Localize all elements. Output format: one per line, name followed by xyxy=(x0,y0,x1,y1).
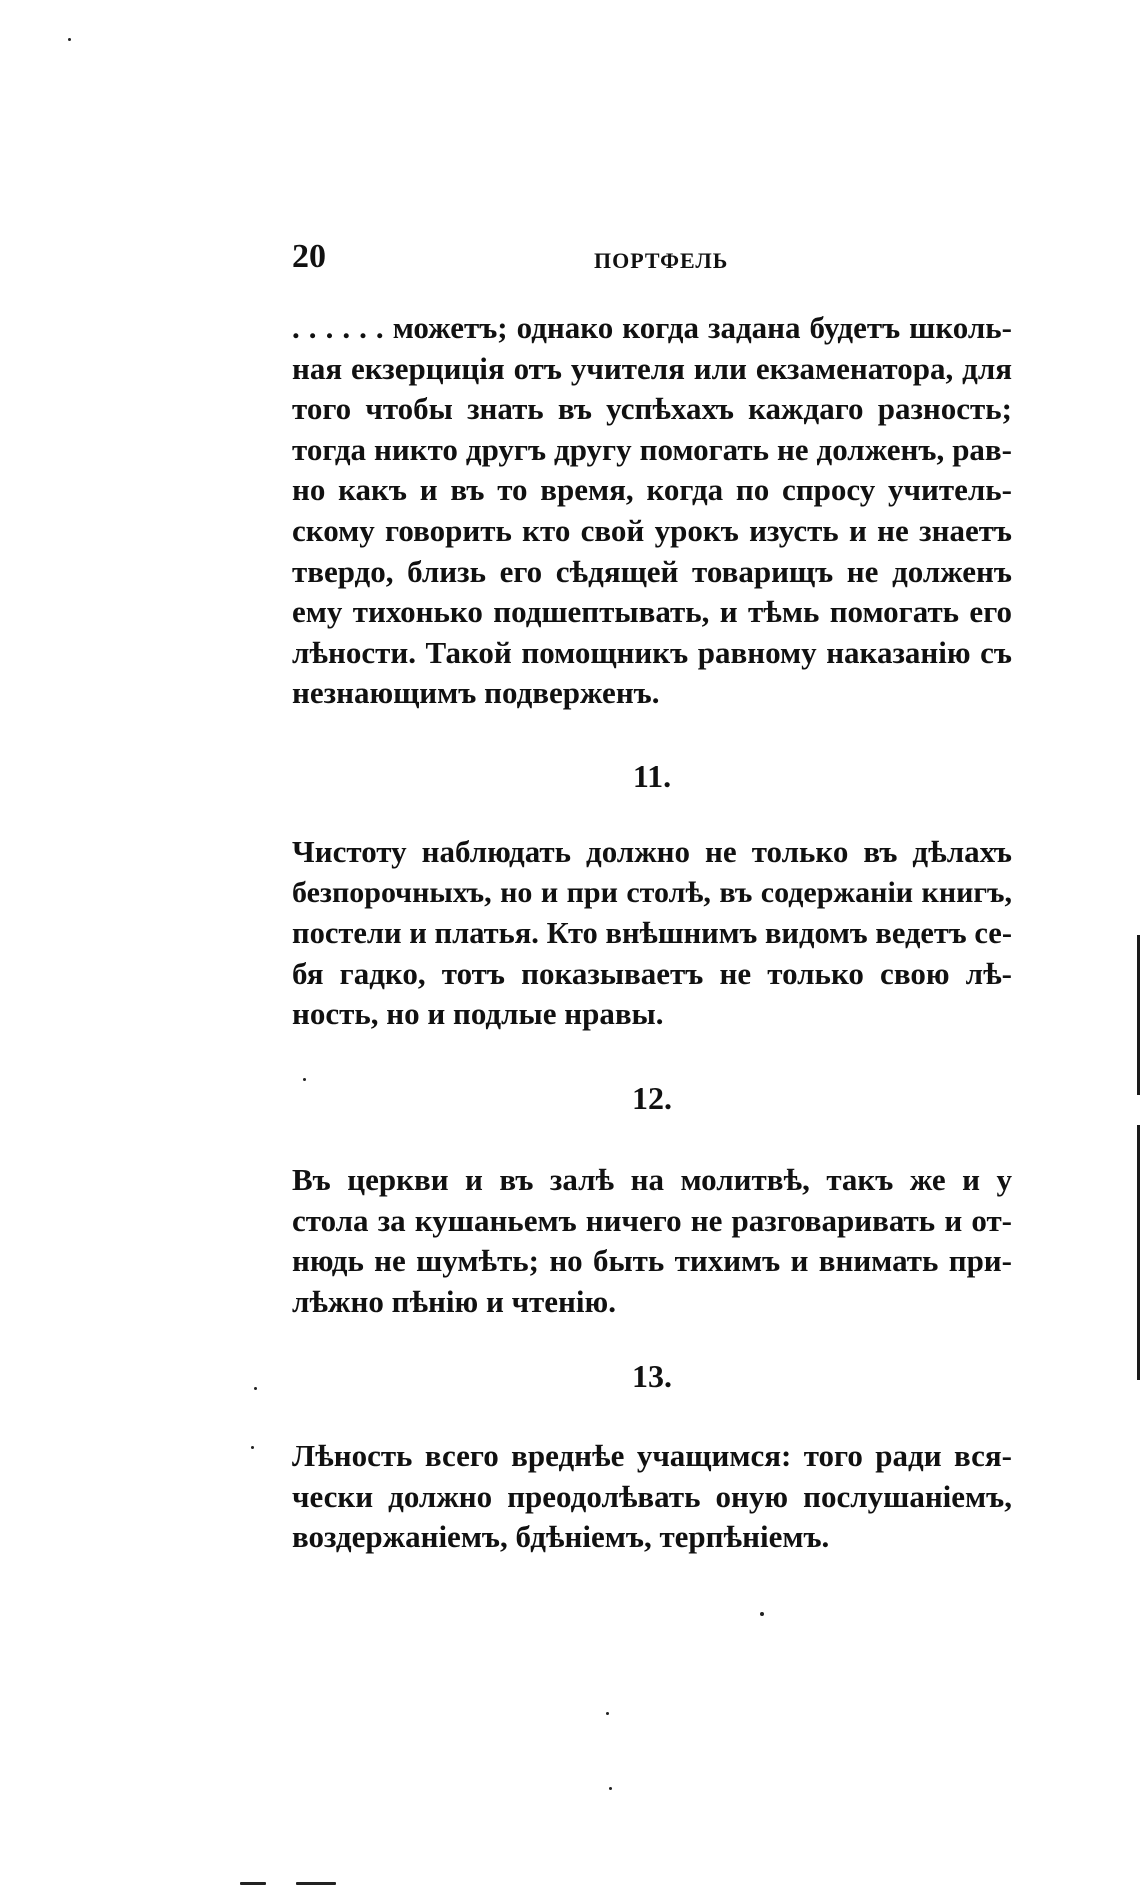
text-line: чески должно преодолѣвать оную послушанiемъ, xyxy=(292,1478,1012,1514)
text-line: нюдь не шумѣть; но быть тихимъ и внимать при- xyxy=(292,1243,1012,1279)
section-number-11: 11. xyxy=(632,758,672,794)
scan-speck xyxy=(760,1612,764,1616)
text-line: Чистоту наблюдать должно не только въ дѣлахъ xyxy=(292,834,1012,869)
running-title: ПОРТФЕЛЬ xyxy=(594,248,729,273)
text-line: безпорочныхъ, но и при столѣ, въ содержанiи книгъ, xyxy=(292,875,1012,909)
text-line: . . . . . . можетъ; однако когда задана будетъ школь- xyxy=(292,310,1012,345)
text-line: лѣжно пѣнiю и чтенiю. xyxy=(292,1283,616,1319)
intro-paragraph xyxy=(292,308,1012,714)
text-line: тогда никто другъ другу помогать не долженъ, рав- xyxy=(292,431,1012,467)
text-line: Въ церкви и въ залѣ на молитвѣ, такъ же и у xyxy=(292,1162,1012,1197)
text-line: лѣности. Такой помощникъ равному наказанiю съ xyxy=(292,634,1012,670)
text-line: но какъ и въ то время, когда по спросу учитель- xyxy=(292,472,1012,508)
scan-speck xyxy=(240,1882,266,1885)
section-number-13: 13. xyxy=(632,1358,672,1394)
text-line: скому говорить кто свой урокъ изусть и не знаетъ xyxy=(292,512,1012,548)
scan-speck xyxy=(254,1387,257,1390)
text-line: ему тихонько подшептывать, и тѣмь помогать его xyxy=(292,594,1012,630)
text-line: того чтобы знать въ успѣхахъ каждаго разность; xyxy=(292,391,1012,427)
page-number: 20 xyxy=(292,238,326,275)
section-12-paragraph xyxy=(292,1160,1012,1322)
text-line: ность, но и подлые нравы. xyxy=(292,996,664,1032)
section-11-paragraph xyxy=(292,832,1012,1035)
scan-speck xyxy=(606,1712,609,1715)
scan-speck xyxy=(296,1882,336,1885)
text-line: незнающимъ подверженъ. xyxy=(292,675,660,711)
text-line: постели и платья. Кто внѣшнимъ видомъ ведетъ се- xyxy=(292,916,1012,951)
scan-speck xyxy=(251,1446,254,1449)
text-line: ная екзерцицiя отъ учителя или екзаменатора, для xyxy=(292,350,1012,386)
text-line: воздержанiемъ, бдѣнiемъ, терпѣнiемъ. xyxy=(292,1519,830,1555)
page-header xyxy=(292,238,1012,282)
scan-speck xyxy=(609,1787,612,1790)
section-number-12: 12. xyxy=(632,1080,672,1116)
text-line: бя гадко, тотъ показываетъ не только свою лѣ- xyxy=(292,955,1012,991)
scan-speck xyxy=(68,38,71,41)
section-13-paragraph xyxy=(292,1436,1012,1558)
scan-speck xyxy=(303,1078,306,1081)
text-line: твердо, близь его сѣдящей товарищъ не долженъ xyxy=(292,553,1012,589)
text-line: Лѣность всего вреднѣе учащимся: того ради вся- xyxy=(292,1438,1012,1473)
text-line: стола за кушаньемъ ничего не разговаривать и от- xyxy=(292,1202,1012,1238)
